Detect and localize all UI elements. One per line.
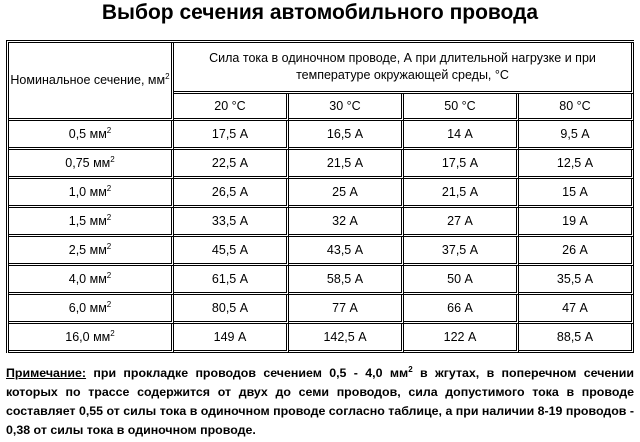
note-text-after: в жгутах, в поперечном сечении которых по трассе содержится от двух до семи проводов, сила допустимого тока в проводе составляет 0,55 от силы тока в одиночном проводе согласно таблице, а при наличии 8-19 проводов - 0,38 от силы тока в одиночном проводе.	[6, 366, 634, 437]
note-sup: 2	[408, 364, 413, 374]
current-value-cell: 77 А	[289, 295, 404, 324]
current-value-cell: 27 А	[404, 208, 519, 237]
current-value-cell: 58,5 А	[289, 266, 404, 295]
section-cell	[9, 237, 174, 266]
section-value: 1,0 мм	[68, 185, 107, 199]
table-header-row	[9, 43, 634, 94]
section-unit-sup: 2	[110, 328, 115, 338]
current-value-cell: 21,5 А	[289, 150, 404, 179]
section-unit-sup: 2	[106, 183, 112, 193]
section-cell	[9, 121, 174, 150]
temp-header: 50 °С	[404, 94, 519, 121]
current-value-cell: 26 А	[519, 237, 634, 266]
section-unit-sup: 2	[106, 270, 112, 280]
current-group-header: Сила тока в одиночном проводе, А при длительной нагрузке и при температуре окружающей среды, °С	[174, 43, 634, 94]
section-column-sup: 2	[165, 71, 170, 81]
current-value-cell: 80,5 А	[174, 295, 289, 324]
temp-header: 20 °С	[174, 94, 289, 121]
current-value-cell: 17,5 А	[174, 121, 289, 150]
section-cell	[9, 208, 174, 237]
current-value-cell: 149 А	[174, 324, 289, 353]
section-value: 1,5 мм	[68, 214, 107, 228]
section-column-label: Номинальное сечение, мм	[10, 73, 166, 87]
section-cell	[9, 324, 174, 353]
current-value-cell: 35,5 А	[519, 266, 634, 295]
current-value-cell: 47 А	[519, 295, 634, 324]
current-value-cell: 21,5 А	[404, 179, 519, 208]
current-value-cell: 33,5 А	[174, 208, 289, 237]
section-cell	[9, 150, 174, 179]
current-value-cell: 22,5 А	[174, 150, 289, 179]
section-unit-sup: 2	[106, 125, 112, 135]
section-value: 2,5 мм	[68, 243, 107, 257]
section-cell	[9, 179, 174, 208]
current-value-cell: 43,5 А	[289, 237, 404, 266]
current-value-cell: 142,5 А	[289, 324, 404, 353]
section-unit-sup: 2	[106, 299, 112, 309]
current-value-cell: 16,5 А	[289, 121, 404, 150]
wire-section-table-container	[6, 40, 634, 348]
section-value: 6,0 мм	[68, 301, 107, 315]
current-value-cell: 19 А	[519, 208, 634, 237]
table-row	[9, 266, 634, 295]
section-value: 4,0 мм	[68, 272, 107, 286]
wire-section-table	[6, 40, 634, 353]
note-label: Примечание:	[6, 366, 87, 380]
table-row	[9, 208, 634, 237]
table-row	[9, 324, 634, 353]
note-paragraph	[6, 364, 634, 440]
current-value-cell: 37,5 А	[404, 237, 519, 266]
table-row	[9, 150, 634, 179]
current-value-cell: 14 А	[404, 121, 519, 150]
temp-header: 30 °С	[289, 94, 404, 121]
current-value-cell: 32 А	[289, 208, 404, 237]
current-value-cell: 25 А	[289, 179, 404, 208]
current-value-cell: 17,5 А	[404, 150, 519, 179]
note-text-before: при прокладке проводов сечением 0,5 - 4,0 мм	[86, 366, 409, 380]
section-value: 0,75 мм	[65, 156, 111, 170]
current-value-cell: 45,5 А	[174, 237, 289, 266]
section-cell	[9, 266, 174, 295]
table-row	[9, 179, 634, 208]
section-value: 16,0 мм	[65, 330, 111, 344]
table-row	[9, 121, 634, 150]
current-value-cell: 88,5 А	[519, 324, 634, 353]
table-row	[9, 295, 634, 324]
current-value-cell: 12,5 А	[519, 150, 634, 179]
current-value-cell: 61,5 А	[174, 266, 289, 295]
page-title: Выбор сечения автомобильного провода	[101, 1, 539, 24]
current-value-cell: 9,5 А	[519, 121, 634, 150]
table-row	[9, 237, 634, 266]
table-body	[9, 121, 634, 353]
section-unit-sup: 2	[106, 241, 112, 251]
current-value-cell: 26,5 А	[174, 179, 289, 208]
current-value-cell: 15 А	[519, 179, 634, 208]
section-unit-sup: 2	[110, 154, 115, 164]
temp-header: 80 °С	[519, 94, 634, 121]
section-cell	[9, 295, 174, 324]
section-value: 0,5 мм	[68, 127, 107, 141]
current-value-cell: 122 А	[404, 324, 519, 353]
current-value-cell: 50 А	[404, 266, 519, 295]
section-unit-sup: 2	[106, 212, 112, 222]
section-column-header	[9, 43, 174, 121]
current-value-cell: 66 А	[404, 295, 519, 324]
